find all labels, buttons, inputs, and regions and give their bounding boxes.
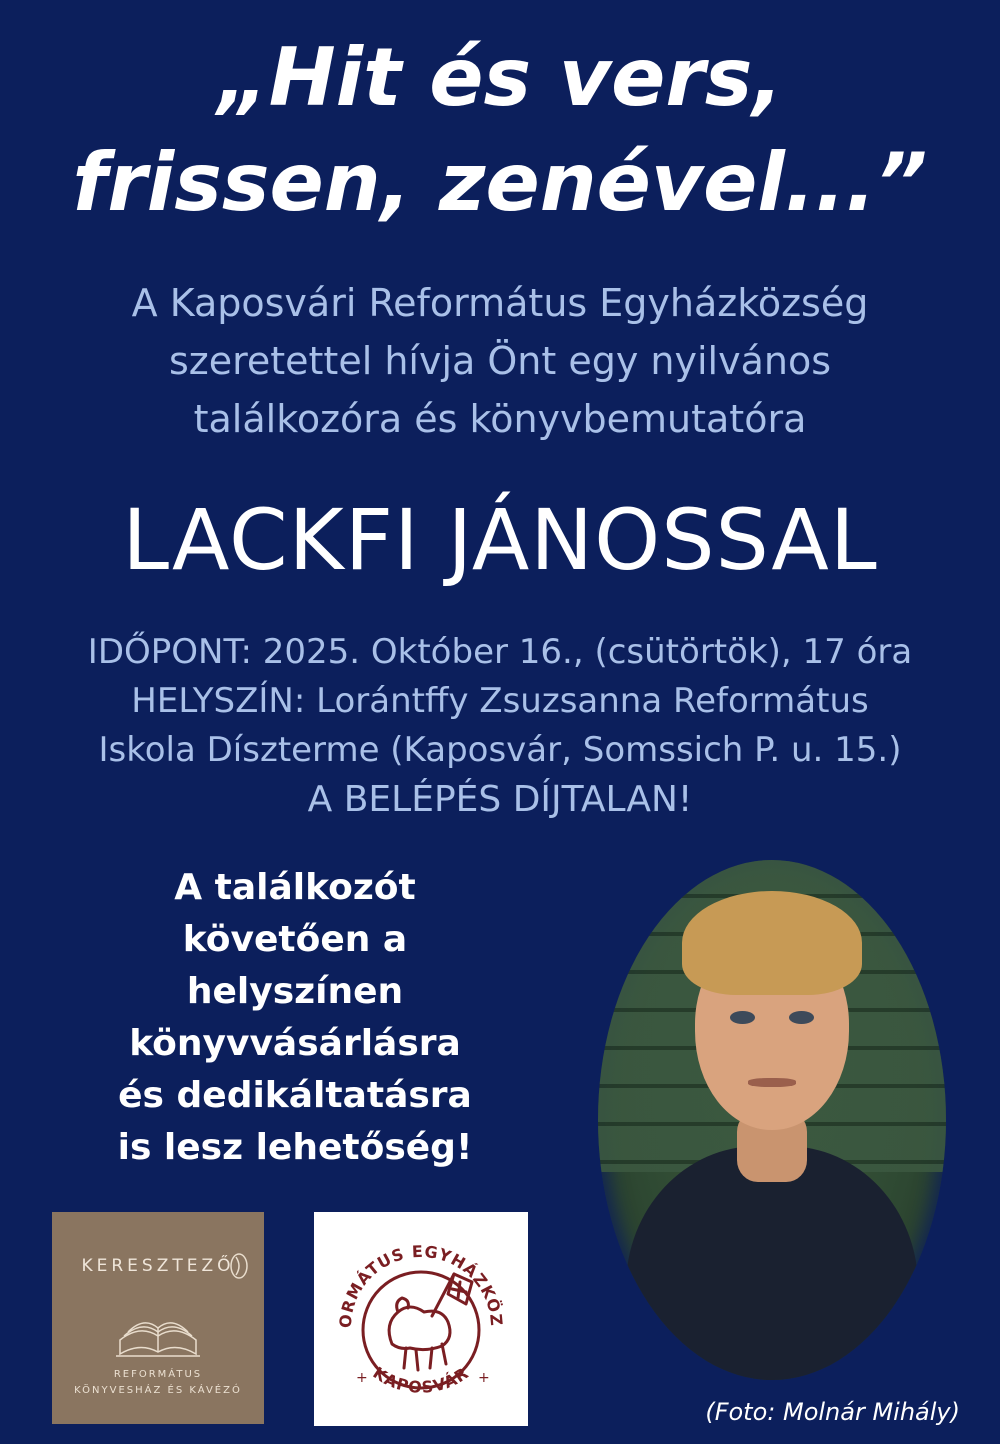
bookshop-subtitle: KÖNYVESHÁZ ÉS KÁVÉZÓ <box>74 1385 242 1396</box>
seal-ornament: + <box>356 1370 368 1386</box>
event-venue-line1: HELYSZÍN: Lorántffy Zsuzsanna Református <box>131 681 869 721</box>
notice-line: követően a <box>182 919 408 960</box>
event-details <box>0 628 1000 824</box>
author-portrait <box>598 860 946 1380</box>
invitation-text <box>0 274 1000 448</box>
invitation-line: szeretettel hívja Önt egy nyilvános <box>168 339 832 383</box>
bookshop-name: KERESZTEZŐ <box>81 1256 235 1276</box>
notice-line: és dedikáltatásra <box>118 1075 472 1116</box>
event-title-line2: frissen, zenével...” <box>72 136 928 229</box>
svg-text:KAPOSVÁR <box>370 1363 473 1397</box>
notice-line: A találkozót <box>174 867 416 908</box>
portrait-eye <box>789 1011 813 1024</box>
church-seal-logo <box>314 1212 528 1426</box>
invitation-line: találkozóra és könyvbemutatóra <box>193 397 807 441</box>
notice-line: is lesz lehetőség! <box>117 1127 473 1168</box>
notice-line: helyszínen <box>186 971 404 1012</box>
bookshop-subtitle: REFORMÁTUS <box>113 1369 203 1380</box>
seal-top-text: ORMÁTUS EGYHÁZKÖZ <box>335 1241 507 1329</box>
lamb-icon <box>389 1274 472 1370</box>
event-title-line1: „Hit és vers, <box>217 31 783 124</box>
notice-line: könyvvásárlásra <box>129 1023 461 1064</box>
bookshop-logo <box>52 1212 264 1424</box>
event-time: IDŐPONT: 2025. Október 16., (csütörtök), 17 óra <box>87 632 913 672</box>
portrait-eye <box>730 1011 754 1024</box>
portrait-mouth <box>748 1078 797 1086</box>
seal-bottom-text: KAPOSVÁR <box>369 1363 473 1397</box>
event-venue-line2: Iskola Díszterme (Kaposvár, Somssich P. u. 15.) <box>98 730 902 770</box>
invitation-line: A Kaposvári Református Egyházközség <box>131 281 869 325</box>
book-signing-notice <box>60 862 530 1174</box>
portrait-hair <box>682 891 863 995</box>
entry-free-notice: A BELÉPÉS DÍJTALAN! <box>307 779 693 820</box>
seal-icon <box>314 1212 528 1426</box>
guest-name: LACKFI JÁNOSSAL <box>122 491 878 589</box>
photo-credit: (Foto: Molnár Mihály) <box>705 1398 960 1426</box>
seal-ornament: + <box>478 1370 490 1386</box>
